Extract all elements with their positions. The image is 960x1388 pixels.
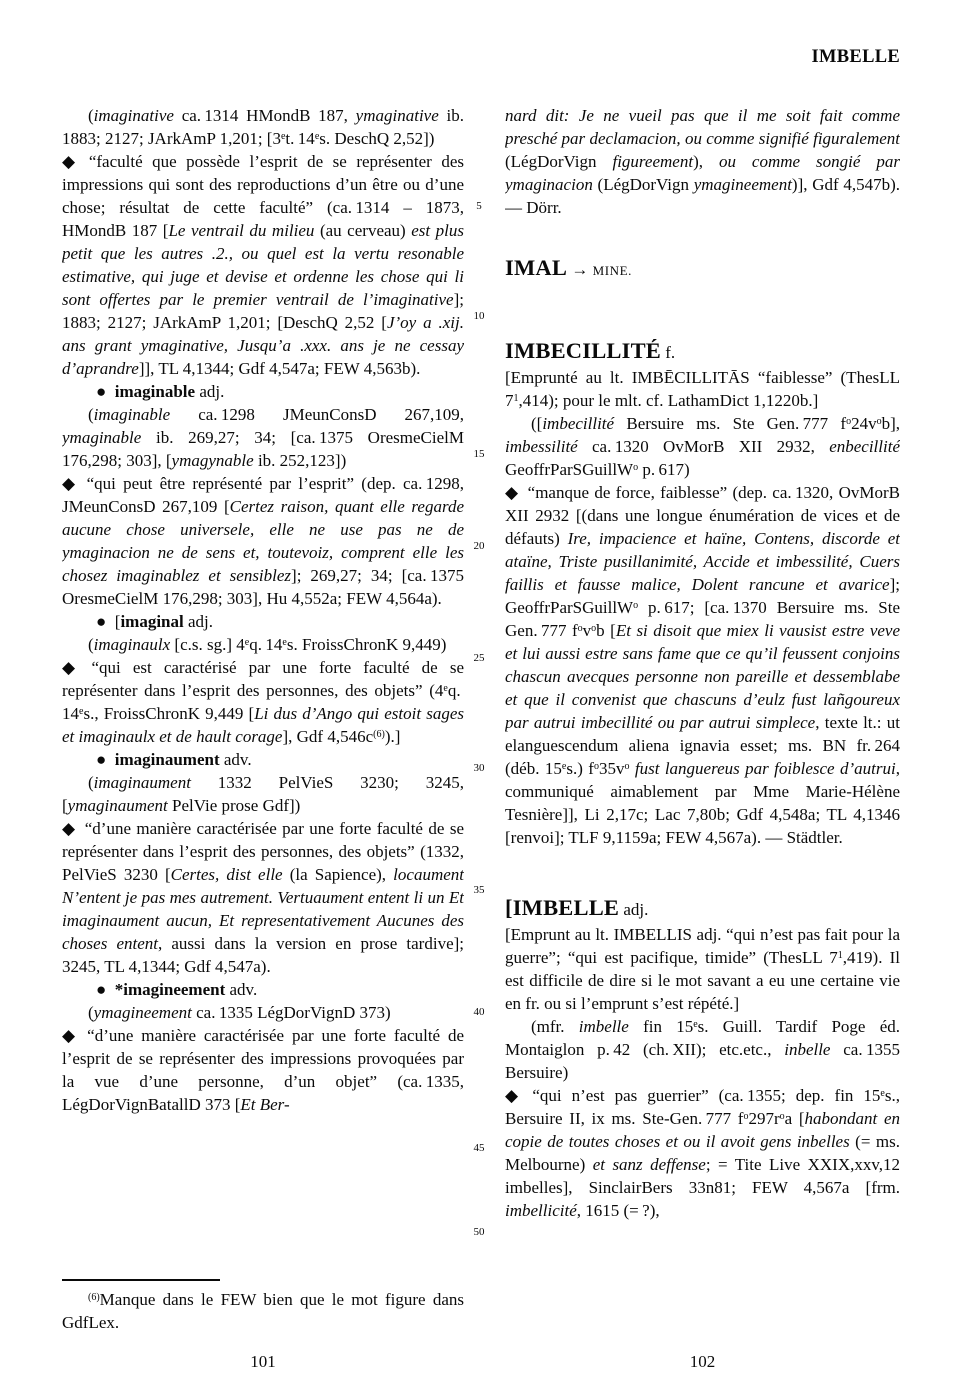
sense-definition: ◆ “d’une manière caractérisée par une forte faculté de se représenter dans l’esprit des personnes, des objets” (1332, PelVieS 3230 [Certes, dist elle (la Sapience), locaument N’entent je pas mes autrement. Vertuaument entent li un Et imaginaument aucun, Et representativement Aucunes des choses entent, aussi dans la version en prose tardive]; 3245, TL 4,1344; Gdf 4,547a). <box>62 819 464 976</box>
footnote-section <box>62 1279 464 1334</box>
variant-forms: (ymagineement ca. 1335 LégDorVignD 373) <box>88 1003 391 1022</box>
sense-definition: ◆ “qui peut être représenté par l’esprit” (dep. ca. 1298, JMeunConsD 267,109 [Certez raison, quant elle regarde aucune chose universele, elle ne use pas ne de ymaginacion ne de sens et, toutevoiz, comprent elle les chosez imaginablez et sensiblez]; 269,27; 34; [ca. 1375 OresmeCielM 176,298; 303], Hu 4,552a; FEW 4,564a). <box>62 474 464 608</box>
entry-imbecillite: IMBECILLITÉ f. <box>505 338 676 363</box>
line-number: 40 <box>473 1006 485 1018</box>
page-number-right: 102 <box>689 1352 716 1371</box>
footnote-rule <box>62 1279 220 1281</box>
line-number: 20 <box>473 540 485 552</box>
variant-forms: (imaginaulx [c.s. sg.] 4eq. 14es. FroissChronK 9,449) <box>88 635 447 654</box>
sense-definition: ◆ “manque de force, faiblesse” (dep. ca. 1320, OvMorB XII 2932 [(dans une longue énumération de vices et de défauts) Ire, impacience et haïne, Contens, discorde et ataïne, Triste pusillanimité, Accide et imbessilité, Cuers faillis et fausse malice, Dolent rancune et avarice]; GeoffrParSGuillW$^o$ p. 617; [ca. 1370 Bersuire ms. Ste Gen. 777 $f^ov^ob$ [Et si disoit que miex li vausist estre veve et lui aussi estre sans fame que ce qu’il feussent conjoins chascun avecques personne non pareille et dessemblabe et que il convenist que chascuns d’eulz fust lañgoureux par autrui imbecillité ou par autrui simplece, texte lt.: ut elanguescendum aliena ignavia esset; ms. BN fr. 264 (déb. 15es.) $f^o35v^o$ fust languereus par foiblesce d’autrui, communiqué aimablement par Mme Marie-Hélène Tesnière]], Li 2,17c; Lac 7,80b; Gdf 4,548a; TL 4,1346 [renvoi]; TLF 9,1159a; FEW 4,567a). — Städtler. <box>505 483 900 847</box>
etymology: [Emprunt au lt. IMBELLIS adj. “qui n’est pas fait pour la guerre”; “qui est pacifique, timide” (ThesLL $7^1,419$). Il est difficile de dire si le mot savant a eu une certaine vie en fr. ou si l’emprunt s’est répété.] <box>505 925 900 1013</box>
sense-definition: ◆ “d’une manière caractérisée par une forte faculté de l’esprit de se représenter des impressions provoquées par la vue d’une personne, d’un objet” (ca. 1335, LégDorVignBatallD 373 [Et Ber- <box>62 1026 464 1114</box>
footnote: $^{(6)}$Manque dans le FEW bien que le mot figure dans GdfLex. <box>62 1290 464 1332</box>
continued-paragraph: nard dit: Je ne vueil pas que il me soit fait comme presché par declamacion, ou comme signifié figuralement (LégDorVign figureement), ou comme songié par ymaginacion (LégDorVign ymagineement)], Gdf 4,547b). — Dörr. <box>505 106 900 217</box>
sense-definition: ◆ “faculté que possède l’esprit de se représenter des impressions qui sont des reproductions d’un être ou d’une chose; résultat de cette faculté” (ca. 1314 – 1873, HMondB 187 [Le ventrail du milieu (au cerveau) est plus petit que les autres .2., ou quel est la vertu resonable estimative, qui juge et devise et ordenne les chose qui li sont offertes par le premier ventrail de l’imaginative]; 1883; 2127; JArkAmP 1,201; [DeschQ 2,52 [J’oy a .xij. ans grant ymaginative, Jusqu’a .xxx. ans je ne cessay d’aprandre]], TL 4,1344; Gdf 4,547a; FEW 4,563b). <box>62 152 464 378</box>
sense-definition: ◆ “qui n’est pas guerrier” (ca. 1355; dep. fin 15es., Bersuire II, ix ms. Ste-Gen. 777 $f^o297r^oa$ [habondant en copie de toutes choses et ou il avoit gens inbelles (= ms. Melbourne) et sanz deffense; = Tite Live XXIX,xxv,12 imbelles], SinclairBers 33n81; FEW 4,567a [frm. imbellicité, 1615 (= ?), <box>505 1086 900 1220</box>
variant-forms: (imaginaument 1332 PelVieS 3230; 3245, [ymaginaument PelVie prose Gdf]) <box>62 773 464 815</box>
entry-imbelle: [IMBELLE adj. <box>505 895 649 920</box>
running-head: IMBELLE <box>811 47 900 67</box>
line-number: 5 <box>476 200 482 212</box>
variant-forms: (imaginable ca. 1298 JMeunConsD 267,109, ymaginable ib. 269,27; 34; [ca. 1375 OresmeCielM 176,298; 303], [ymagynable ib. 252,123]) <box>62 405 464 470</box>
column-right <box>505 104 900 1344</box>
variant-forms: (mfr. imbelle fin 15es. Guill. Tardif Poge éd. Montaiglon p. 42 (ch. XII); etc.etc., inbelle ca. 1355 Bersuire) <box>505 1017 900 1082</box>
line-number: 35 <box>473 884 485 896</box>
subentry-head: ● imaginaument adv. <box>96 750 252 769</box>
line-number: 15 <box>473 448 485 460</box>
line-number: 25 <box>473 652 485 664</box>
line-number: 30 <box>473 762 485 774</box>
variant-forms: (imaginative ca. 1314 HMondB 187, ymaginative ib. 1883; 2127; JArkAmP 1,201; [3et. 14es. DeschQ 2,52]) <box>62 106 464 148</box>
xref-imal: IMAL → MINE. <box>505 255 633 280</box>
line-number: 45 <box>473 1142 485 1154</box>
subentry-head: ● imaginable adj. <box>96 382 225 401</box>
line-number: 50 <box>473 1226 485 1238</box>
page-number-left: 101 <box>250 1352 276 1371</box>
subentry-head: ● [imaginal adj. <box>96 612 214 631</box>
etymology: [Emprunté au lt. IMBĒCILLITĀS “faiblesse” (ThesLL $7^1,414$); pour le mlt. cf. LathamDict 1,1220b.] <box>505 368 900 410</box>
sense-definition: ◆ “qui est caractérisé par une forte faculté de se représenter dans l’esprit des personnes, des objets” (4eq. 14es., FroissChronK 9,449 [Li dus d’Ango qui estoit sages et imaginaulx et de hault corage], Gdf $4,546c^{(6)}$).] <box>62 658 464 746</box>
variant-forms: ([imbecillité Bersuire ms. Ste Gen. 777 $f^o24v^ob$], imbessilité ca. 1320 OvMorB XII 2932, enbecillité GeoffrParSGuillW$^o$ p. 617) <box>505 414 900 479</box>
subentry-head: ● *imagineement adv. <box>96 980 258 999</box>
line-number: 10 <box>473 310 485 322</box>
column-left <box>62 104 464 1280</box>
